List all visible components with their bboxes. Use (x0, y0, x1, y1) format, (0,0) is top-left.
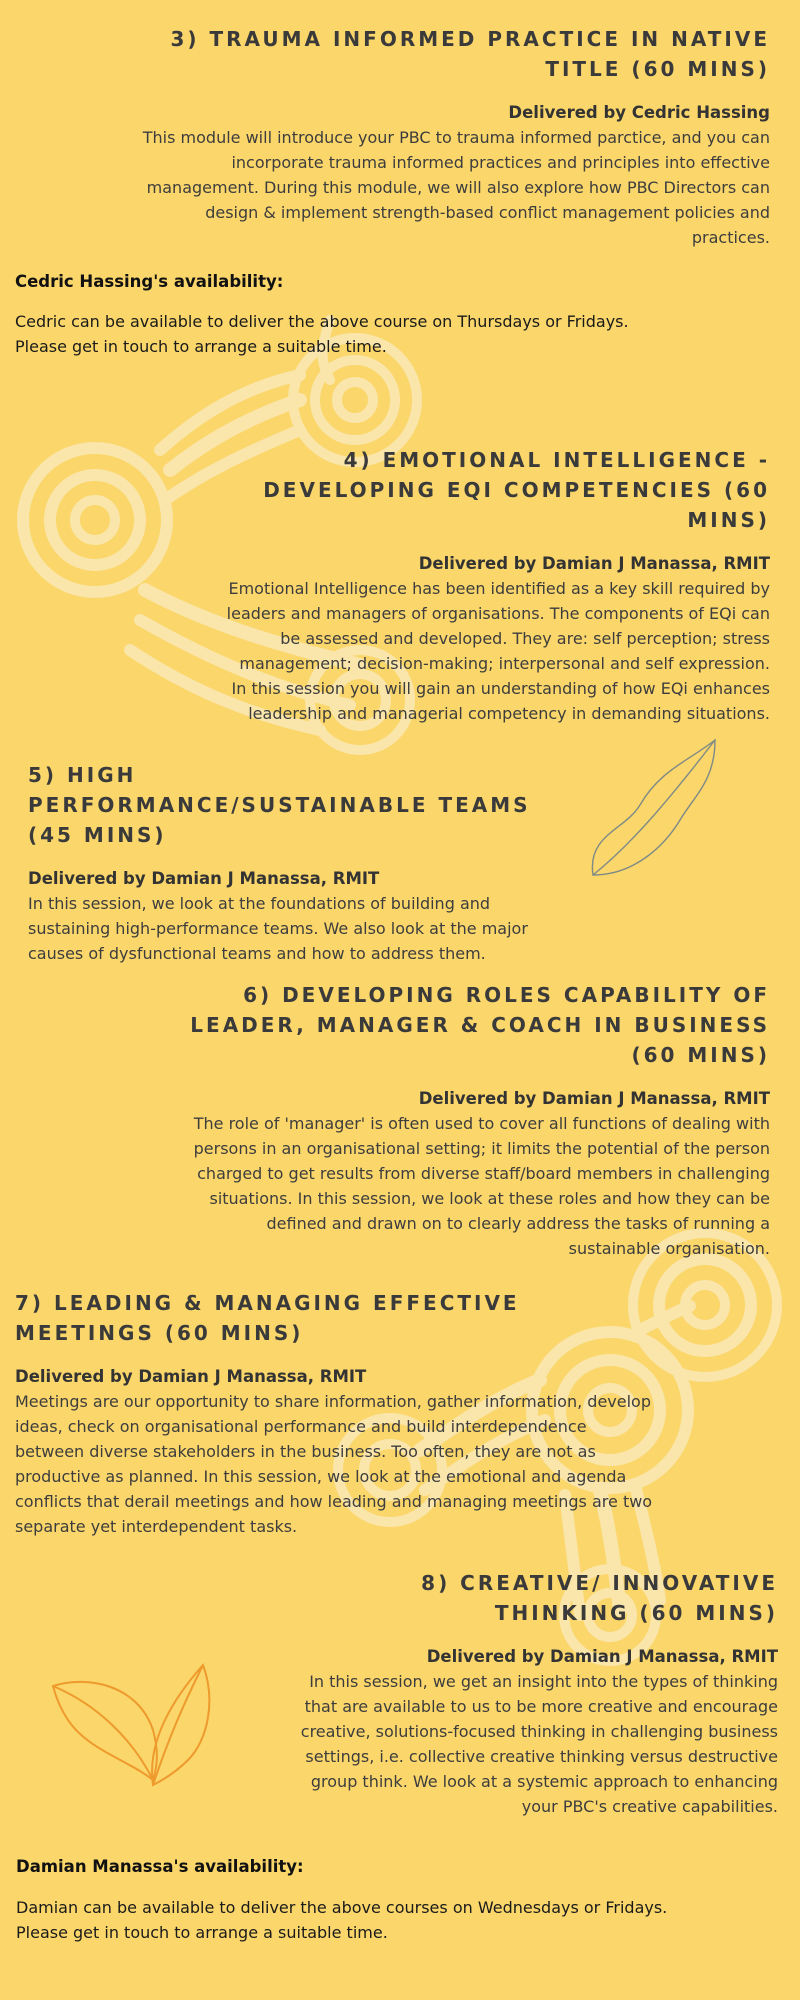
cedric-availability-text-2: Please get in touch to arrange a suitable time. (15, 337, 387, 356)
damian-availability-text-1: Damian can be available to deliver the above courses on Wednesdays or Fridays. (16, 1898, 668, 1917)
course-section-6 (185, 980, 770, 1261)
leaf-outline-icon (585, 735, 725, 885)
section-3-title: 3) TRAUMA INFORMED PRACTICE IN NATIVE TITLE (60 MINS) (170, 27, 770, 81)
course-section-7 (15, 1288, 655, 1539)
course-section-3 (130, 24, 770, 250)
course-section-8 (290, 1568, 778, 1819)
section-5-title: 5) HIGH PERFORMANCE/SUSTAINABLE TEAMS (45 MINS) (28, 763, 531, 847)
damian-availability-title: Damian Manassa's availability: (16, 1857, 304, 1876)
section-8-title: 8) CREATIVE/ INNOVATIVE THINKING (60 MINS) (421, 1571, 778, 1625)
section-7-title: 7) LEADING & MANAGING EFFECTIVE MEETINGS (60 MINS) (15, 1291, 520, 1345)
cedric-availability-text-1: Cedric can be available to deliver the above course on Thursdays or Fridays. (15, 312, 629, 331)
section-3-description: This module will introduce your PBC to trauma informed parctice, and you can incorporate trauma informed practices and principles into effective management. During this module, we will also explore how PBC Directors can design & implement strength-based conflict management policies and practices. (142, 128, 770, 247)
damian-availability-text-2: Please get in touch to arrange a suitable time. (16, 1923, 388, 1942)
section-6-title: 6) DEVELOPING ROLES CAPABILITY OF LEADER, MANAGER & COACH IN BUSINESS (60 MINS) (190, 983, 770, 1067)
double-leaf-outline-icon (48, 1660, 228, 1800)
section-5-presenter: Delivered by Damian J Manassa, RMIT (28, 869, 380, 888)
section-7-presenter: Delivered by Damian J Manassa, RMIT (15, 1367, 367, 1386)
course-section-5 (28, 760, 538, 966)
cedric-availability-title: Cedric Hassing's availability: (15, 272, 284, 291)
section-6-description: The role of 'manager' is often used to cover all functions of dealing with persons in an organisational setting; it limits the potential of the person charged to get results from diverse staff/board members in challenging situations. In this session, we look at these roles and how they can be defined and drawn on to clearly address the tasks of running a sustainable organisation. (193, 1114, 770, 1258)
section-4-title: 4) EMOTIONAL INTELLIGENCE - DEVELOPING EQI COMPETENCIES (60 MINS) (263, 448, 770, 532)
section-4-description: Emotional Intelligence has been identified as a key skill required by leaders and managers of organisations. The components of EQi can be assessed and developed. They are: self perception; stress management; decision-making; interpersonal and self expression. In this session you will gain an understanding of how EQi enhances leadership and managerial competency in demanding situations. (226, 579, 770, 723)
section-7-description: Meetings are our opportunity to share information, gather information, develop ideas, check on organisational performance and build interdependence between diverse stakeholders in the business. Too often, they are not as productive as planned. In this session, we look at the emotional and agenda conflicts that derail meetings and how leading and managing meetings are two separate yet interdependent tasks. (15, 1392, 653, 1536)
section-8-description: In this session, we get an insight into the types of thinking that are available to us to be more creative and encourage creative, solutions-focused thinking in challenging business settings, i.e. collective creative thinking versus destructive group think. We look at a systemic approach to enhancing your PBC's creative capabilities. (300, 1672, 778, 1816)
section-3-presenter: Delivered by Cedric Hassing (508, 103, 770, 122)
section-6-presenter: Delivered by Damian J Manassa, RMIT (418, 1089, 770, 1108)
section-5-description: In this session, we look at the foundations of building and sustaining high-performance teams. We also look at the major causes of dysfunctional teams and how to address them. (28, 894, 528, 963)
course-section-4 (225, 445, 770, 726)
section-8-presenter: Delivered by Damian J Manassa, RMIT (426, 1647, 778, 1666)
section-4-presenter: Delivered by Damian J Manassa, RMIT (418, 554, 770, 573)
